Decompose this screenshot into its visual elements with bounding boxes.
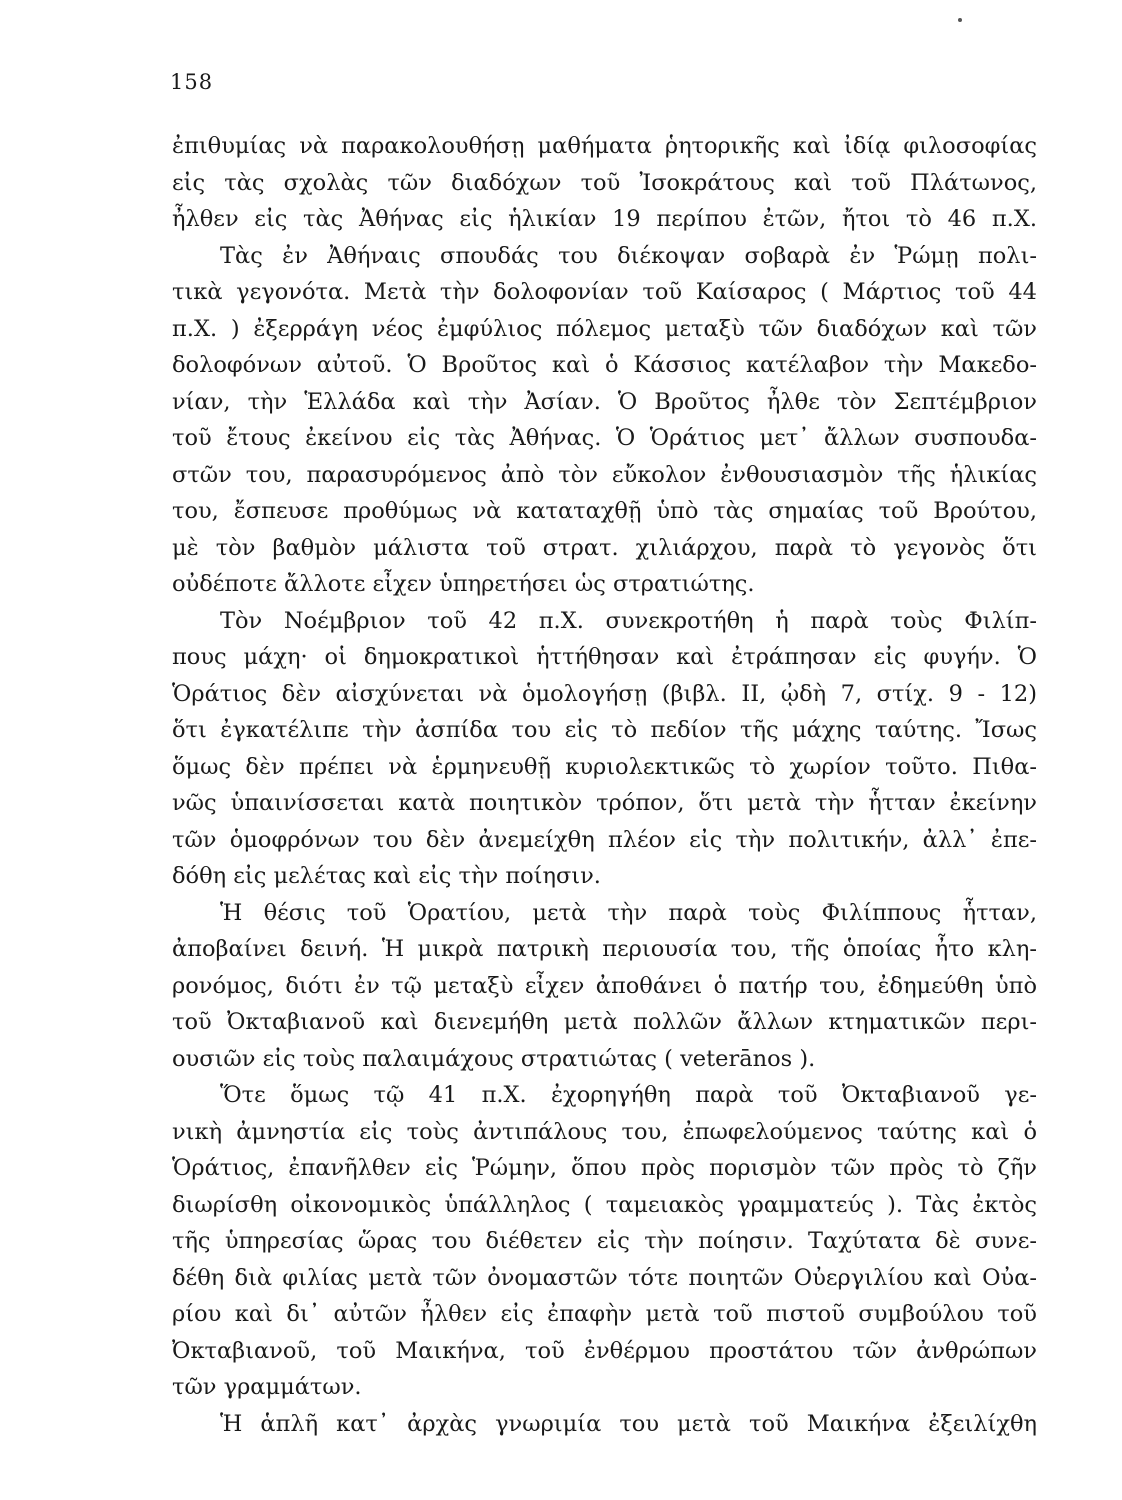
text-line: δόθη εἰς μελέτας καὶ εἰς τὴν ποίησιν. — [172, 863, 601, 889]
text-line: μὲ τὸν βαθμὸν μάλιστα τοῦ στρατ. χιλιάρχου, παρὰ τὸ γεγονὸς ὅτι — [172, 534, 1037, 561]
text-line: Ὁράτιος δὲν αἰσχύνεται νὰ ὁμολογήσῃ (βιβλ. II, ᾠδὴ 7, στίχ. 9 - 12) — [172, 680, 1037, 707]
text-line: τικὰ γεγονότα. Μετὰ τὴν δολοφονίαν τοῦ Καίσαρος ( Μάρτιος τοῦ 44 — [172, 279, 1037, 305]
text-line: Τὰς ἐν Ἀθήναις σπουδάς του διέκοψαν σοβαρὰ ἐν Ῥώμῃ πολι- — [220, 242, 1037, 269]
text-line: τῶν ὁμοφρόνων του δὲν ἀνεμείχθη πλέον εἰς τὴν πολιτικήν, ἀλλ᾽ ἐπε- — [172, 826, 1037, 853]
text-line: Ὅτε ὅμως τῷ 41 π.Χ. ἐχορηγήθη παρὰ τοῦ Ὀκταβιανοῦ γε- — [220, 1082, 1037, 1108]
text-line: Ἡ θέσις τοῦ Ὁρατίου, μετὰ τὴν παρὰ τοὺς Φιλίππους ἧτταν, — [220, 899, 1037, 926]
text-line: νικὴ ἀμνηστία εἰς τοὺς ἀντιπάλους του, ἐπωφελούμενος ταύτης καὶ ὁ — [172, 1118, 1037, 1145]
text-line: νίαν, τὴν Ἑλλάδα καὶ τὴν Ἀσίαν. Ὁ Βροῦτος ἦλθε τὸν Σεπτέμβριον — [172, 388, 1037, 415]
text-line: τοῦ ἔτους ἐκείνου εἰς τὰς Ἀθήνας. Ὁ Ὁράτιος μετ᾽ ἄλλων συσπουδα- — [172, 425, 1037, 451]
text-line: οὐδέποτε ἄλλοτε εἶχεν ὑπηρετήσει ὡς στρατιώτης. — [172, 571, 755, 597]
text-line: ὅμως δὲν πρέπει νὰ ἑρμηνευθῇ κυριολεκτικῶς τὸ χωρίον τοῦτο. Πιθα- — [172, 753, 1037, 780]
body-text — [172, 128, 1037, 1442]
text-line: στῶν του, παρασυρόμενος ἀπὸ τὸν εὔκολον ἐνθουσιασμὸν τῆς ἡλικίας — [172, 461, 1037, 488]
text-line: του, ἔσπευσε προθύμως νὰ καταταχθῇ ὑπὸ τὰς σημαίας τοῦ Βρούτου, — [172, 498, 1037, 524]
text-line: ἐπιθυμίας νὰ παρακολουθήσῃ μαθήματα ῥητορικῆς καὶ ἰδίᾳ φιλοσοφίας — [172, 133, 1037, 159]
text-line: Ὀκταβιανοῦ, τοῦ Μαικήνα, τοῦ ἐνθέρμου προστάτου τῶν ἀνθρώπων — [172, 1337, 1037, 1364]
text-line: ὅτι ἐγκατέλιπε τὴν ἀσπίδα του εἰς τὸ πεδίον τῆς μάχης ταύτης. Ἴσως — [172, 717, 1037, 743]
text-line: νῶς ὑπαινίσσεται κατὰ ποιητικὸν τρόπον, ὅτι μετὰ τὴν ἧτταν ἐκείνην — [172, 790, 1037, 816]
text-line: τῶν γραμμάτων. — [172, 1374, 362, 1400]
text-line: Ἡ ἁπλῆ κατ᾽ ἀρχὰς γνωριμία του μετὰ τοῦ Μαικήνα ἐξειλίχθη — [220, 1410, 1037, 1437]
text-line: τῆς ὑπηρεσίας ὥρας του διέθετεν εἰς τὴν ποίησιν. Ταχύτατα δὲ συνε- — [172, 1228, 1037, 1254]
text-line: π.Χ. ) ἐξερράγη νέος ἐμφύλιος πόλεμος μεταξὺ τῶν διαδόχων καὶ τῶν — [172, 315, 1037, 342]
text-line: πους μάχη· οἱ δημοκρατικοὶ ἡττήθησαν καὶ ἐτράπησαν εἰς φυγήν. Ὁ — [172, 644, 1037, 670]
page-number: 158 — [170, 70, 214, 94]
text-line: δολοφόνων αὐτοῦ. Ὁ Βροῦτος καὶ ὁ Κάσσιος κατέλαβον τὴν Μακεδο- — [172, 352, 1037, 378]
text-line: ουσιῶν εἰς τοὺς παλαιμάχους στρατιώτας ( veterānos ). — [172, 1045, 816, 1072]
text-line: διωρίσθη οἰκονομικὸς ὑπάλληλος ( ταμειακὸς γραμματεύς ). Τὰς ἐκτὸς — [172, 1191, 1037, 1218]
text-line: ρίου καὶ δι᾽ αὐτῶν ἦλθεν εἰς ἐπαφὴν μετὰ τοῦ πιστοῦ συμβούλου τοῦ — [172, 1301, 1037, 1327]
text-line: Τὸν Νοέμβριον τοῦ 42 π.Χ. συνεκροτήθη ἡ παρὰ τοὺς Φιλίπ- — [220, 607, 1037, 634]
text-line: εἰς τὰς σχολὰς τῶν διαδόχων τοῦ Ἰσοκράτους καὶ τοῦ Πλάτωνος, — [172, 169, 1037, 196]
print-speck — [958, 18, 962, 22]
text-line: τοῦ Ὀκταβιανοῦ καὶ διενεμήθη μετὰ πολλῶν ἄλλων κτηματικῶν περι- — [172, 1009, 1037, 1035]
text-line: ἀποβαίνει δεινή. Ἡ μικρὰ πατρικὴ περιουσία του, τῆς ὁποίας ἦτο κλη- — [172, 936, 1037, 962]
text-line: δέθη διὰ φιλίας μετὰ τῶν ὀνομαστῶν τότε ποιητῶν Οὐεργιλίου καὶ Οὐα- — [172, 1264, 1037, 1291]
text-line: Ὁράτιος, ἐπανῆλθεν εἰς Ῥώμην, ὅπου πρὸς πορισμὸν τῶν πρὸς τὸ ζῆν — [172, 1155, 1037, 1181]
text-line: ρονόμος, διότι ἐν τῷ μεταξὺ εἶχεν ἀποθάνει ὁ πατήρ του, ἐδημεύθη ὑπὸ — [172, 972, 1037, 999]
text-line: ἦλθεν εἰς τὰς Ἀθήνας εἰς ἡλικίαν 19 περίπου ἐτῶν, ἤτοι τὸ 46 π.Χ. — [172, 206, 1037, 232]
